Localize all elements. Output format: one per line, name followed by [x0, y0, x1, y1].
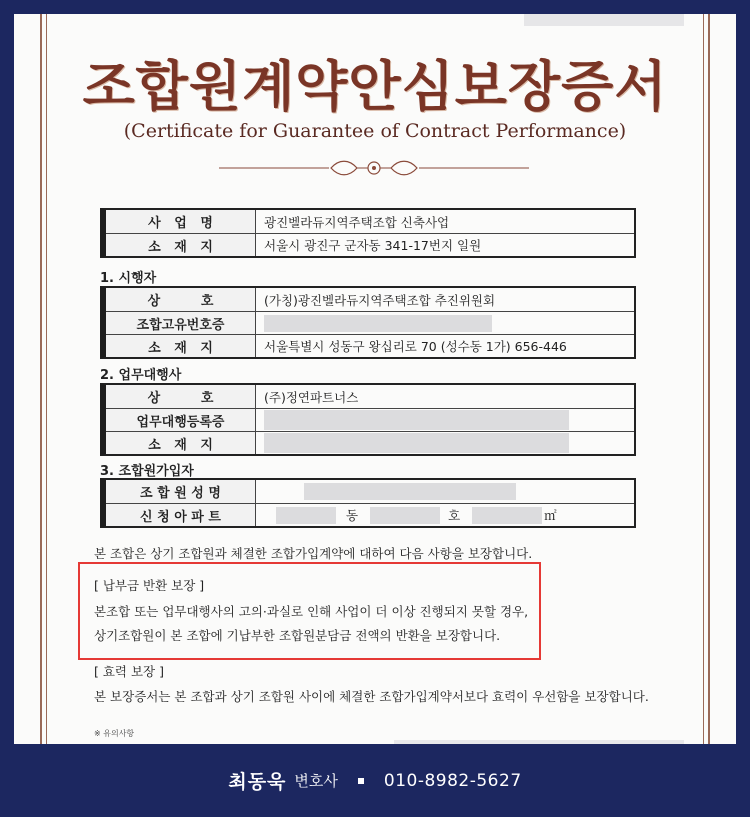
row-label: 상 호: [106, 385, 256, 408]
implementer-address-value: 서울특별시 성동구 왕십리로 70 (성수동 1가) 656-446: [264, 339, 567, 354]
table-row: [106, 288, 634, 311]
member-table: [100, 478, 636, 528]
row-label: 사 업 명: [106, 210, 256, 233]
redacted-value: [256, 409, 634, 431]
refund-heading: [ 납부금 반환 보장 ]: [94, 578, 205, 593]
table-row: [106, 334, 634, 357]
note-text: ※ 유의사항: [94, 729, 135, 738]
row-label: 조합고유번호증: [106, 312, 256, 334]
redacted-value: [256, 432, 634, 454]
footer-bar: [0, 744, 750, 817]
dong-label: 동: [346, 508, 359, 523]
redacted-value: [256, 312, 634, 334]
table-row: [106, 210, 634, 233]
redaction-block: [264, 433, 569, 453]
section-heading-implementer: 1. 시행자: [100, 271, 157, 286]
row-label: 조 합 원 성 명: [106, 480, 256, 503]
certificate-title: 조합원계약안심보장증서: [82, 54, 668, 118]
row-label: 신 청 아 파 트: [106, 504, 256, 526]
table-row: [106, 503, 634, 526]
redacted-value: [256, 480, 634, 503]
row-label: 소 재 지: [106, 432, 256, 454]
certificate-subtitle: (Certificate for Guarantee of Contract Performance): [123, 120, 627, 142]
certificate-paper: [14, 14, 736, 744]
table-row: [106, 311, 634, 334]
project-table: [100, 208, 636, 258]
redaction-block: [276, 507, 336, 524]
refund-line-2: 상기조합원이 본 조합에 기납부한 조합원분담금 전액의 반환을 보장합니다.: [94, 628, 501, 643]
redacted-area: [524, 14, 684, 26]
lawyer-role: 변호사: [294, 772, 338, 790]
ho-label: 호: [448, 508, 461, 523]
ornament-divider-icon: [219, 157, 529, 179]
lawyer-name: 최동욱: [228, 771, 287, 793]
unit-label: ㎡: [544, 508, 557, 523]
effect-heading: [ 효력 보장 ]: [94, 664, 164, 679]
separator-square-icon: [358, 778, 364, 784]
redaction-block: [264, 315, 492, 332]
agent-table: [100, 383, 636, 456]
row-label: 소 재 지: [106, 234, 256, 256]
table-row: [106, 233, 634, 256]
effect-line-1: 본 보장증서는 본 조합과 상기 조합원 사이에 체결한 조합가입계약서보다 효력이 우선함을 보장합니다.: [94, 689, 649, 704]
row-label: 소 재 지: [106, 335, 256, 357]
implementer-table: [100, 286, 636, 359]
table-row: [106, 385, 634, 408]
redaction-block: [472, 507, 542, 524]
agent-name-value: (주)정연파트너스: [264, 389, 359, 405]
apartment-value: [256, 504, 634, 526]
section-heading-member: 3. 조합원가입자: [100, 464, 194, 479]
phone-number[interactable]: 010-8982-5627: [383, 770, 522, 791]
table-row: [106, 431, 634, 454]
redaction-block: [370, 507, 440, 524]
row-label: 상 호: [106, 288, 256, 311]
table-row: [106, 408, 634, 431]
refund-line-1: 본조합 또는 업무대행사의 고의·과실로 인해 사업이 더 이상 진행되지 못할 경우,: [94, 604, 529, 619]
implementer-name-value: (가칭)광진벨라듀지역주택조합 추진위원회: [264, 292, 496, 308]
row-label: 업무대행등록증: [106, 409, 256, 431]
redaction-block: [304, 483, 516, 500]
intro-text: 본 조합은 상기 조합원과 체결한 조합가입계약에 대하여 다음 사항을 보장합니다.: [94, 546, 533, 561]
section-heading-agent: 2. 업무대행사: [100, 368, 182, 383]
table-row: [106, 480, 634, 503]
project-name-value: 광진벨라듀지역주택조합 신축사업: [264, 214, 450, 230]
redaction-block: [264, 410, 569, 430]
project-location-value: 서울시 광진구 군자동 341-17번지 일원: [264, 238, 482, 253]
